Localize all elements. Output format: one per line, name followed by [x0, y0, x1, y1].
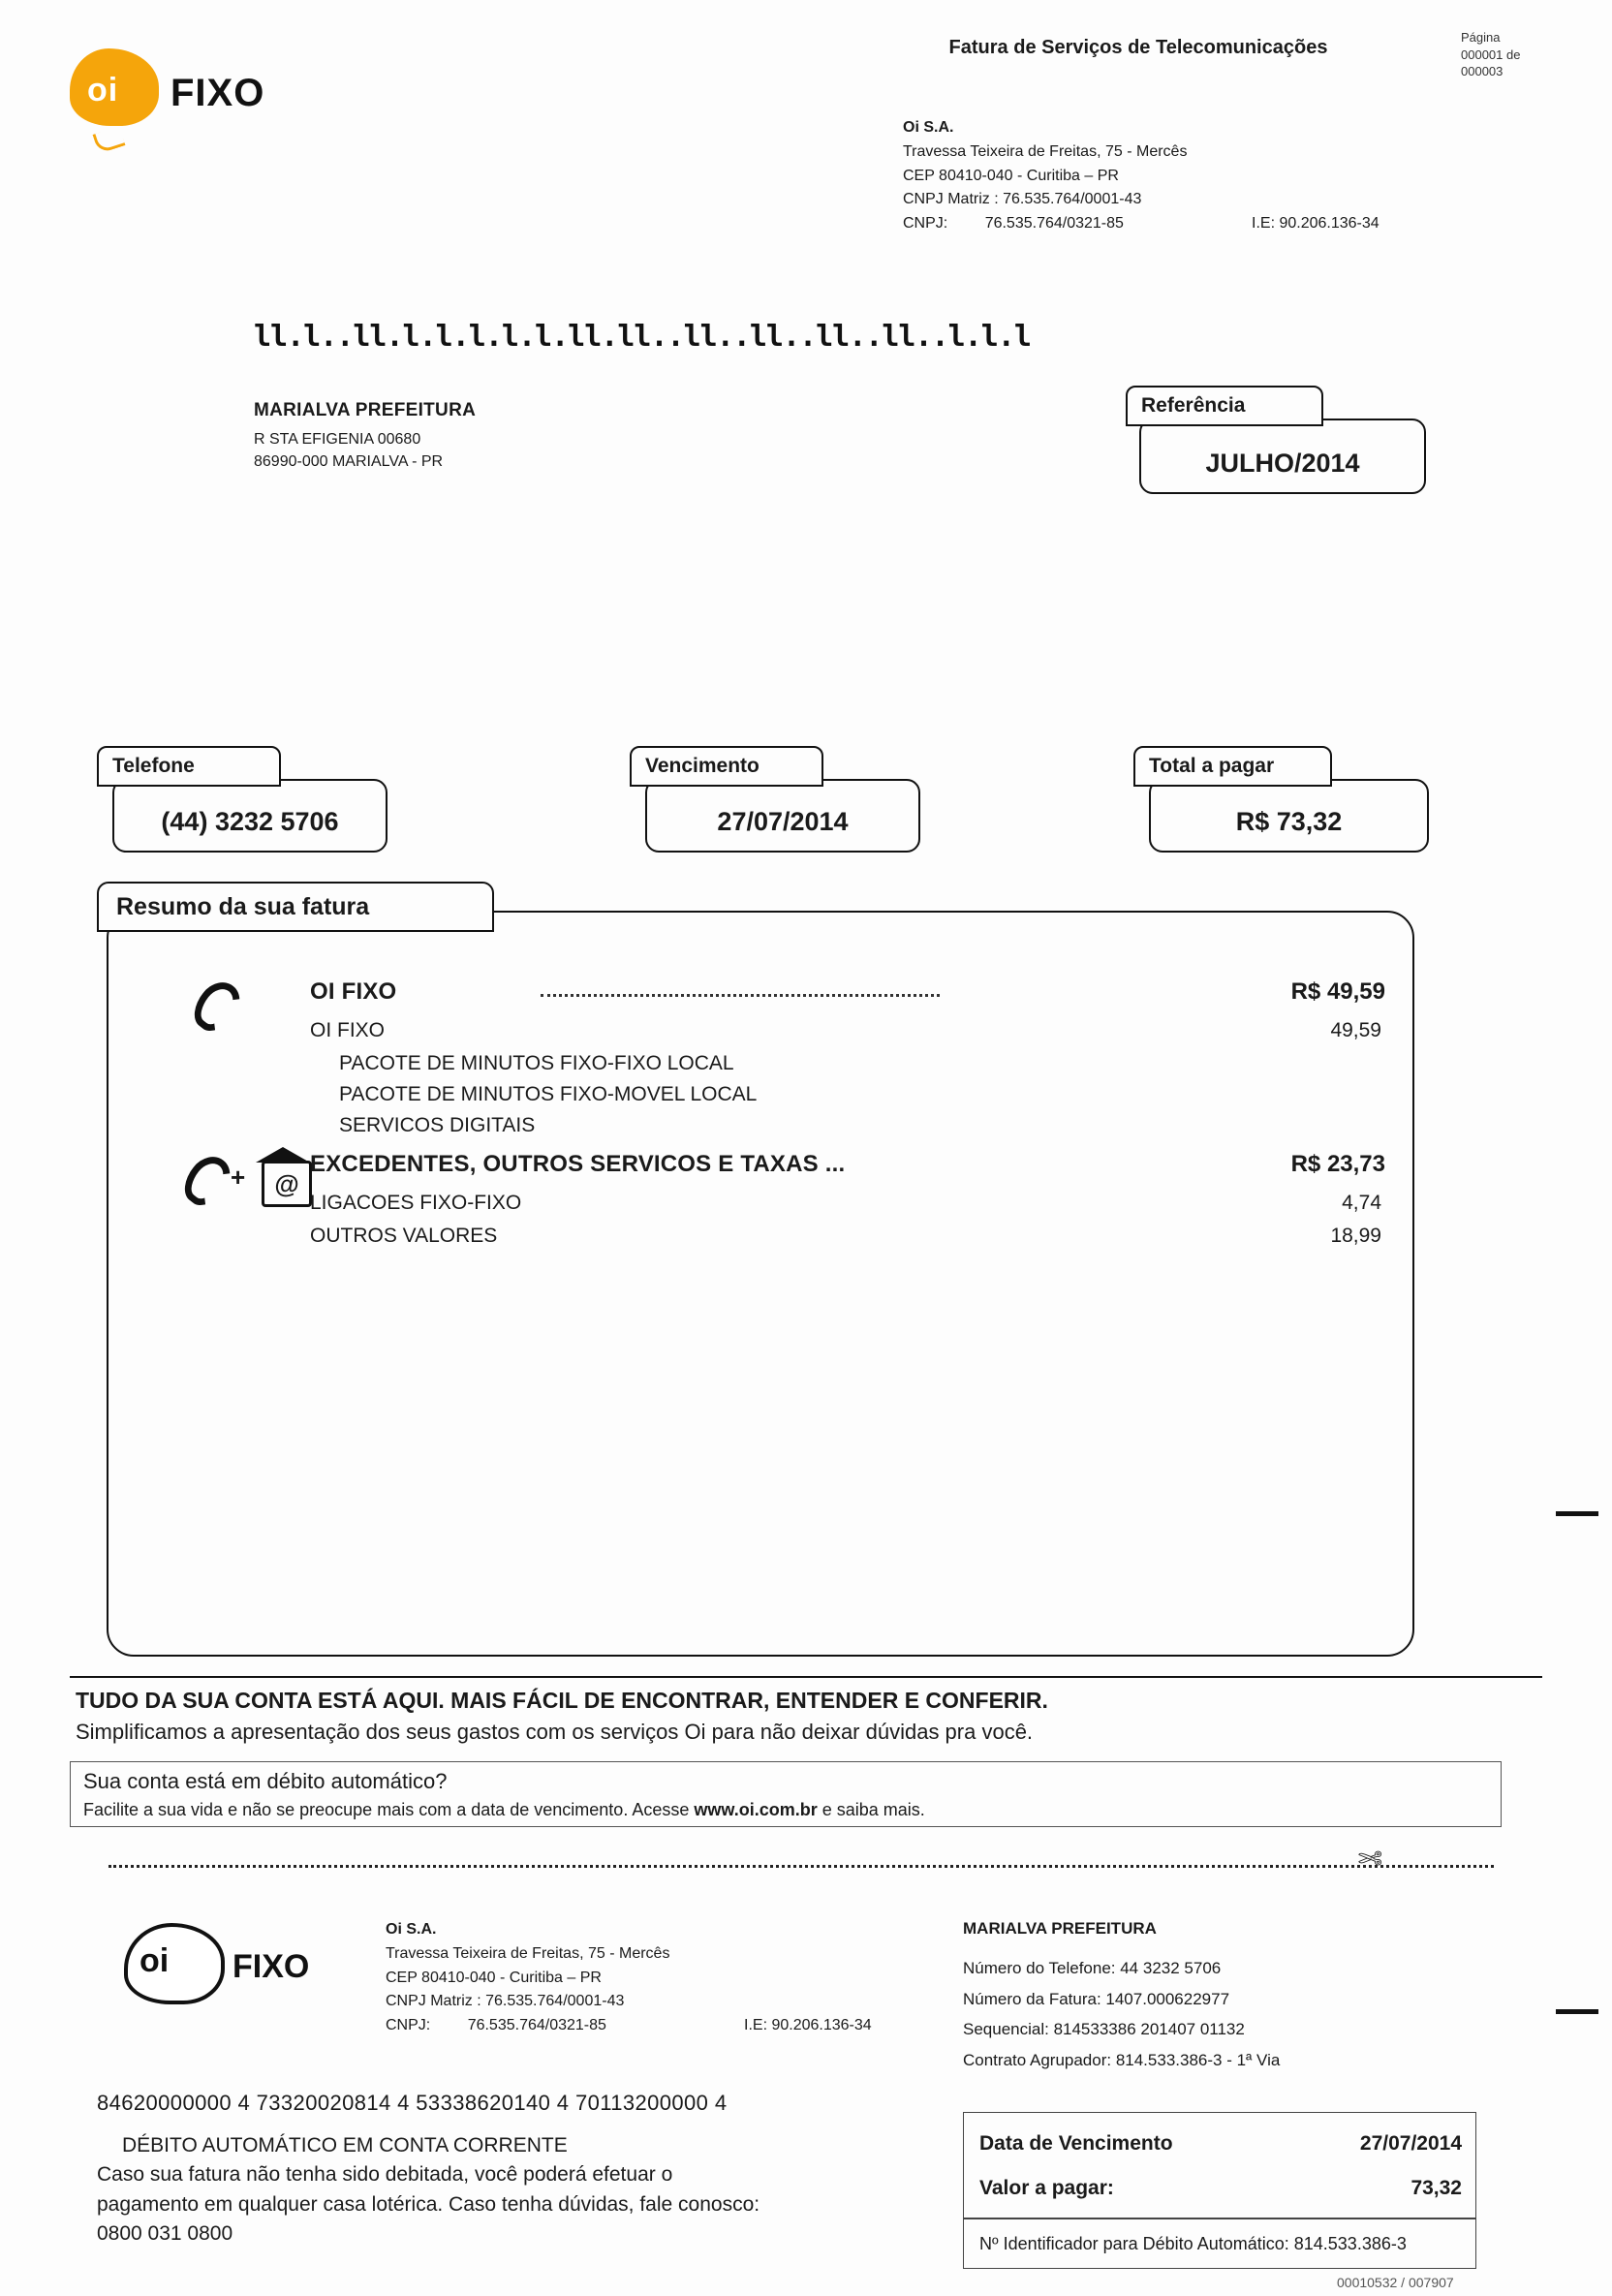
phone-handset-icon: [184, 978, 291, 1029]
stub-contract: Contrato Agrupador: 814.533.386-3 - 1ª Via: [963, 2050, 1281, 2069]
total-box: [1133, 746, 1429, 853]
company-cnpj-row: [903, 212, 1445, 236]
stub-note-body: Caso sua fatura não tenha sido debitada, você poderá efetuar o pagamento em qualquer casa lotérica. Caso tenha dúvidas, fale conosco: 0800 031 0800: [97, 2163, 760, 2246]
stub-amount-row: [979, 2177, 1462, 2200]
stub-company-info: [386, 1918, 928, 2038]
stub-product-name: FIXO: [232, 1948, 310, 1985]
duedate-label: Vencimento: [630, 746, 823, 787]
stub-duedate-label: Data de Vencimento: [979, 2132, 1173, 2155]
customer-address: R STA EFIGENIA 00680: [254, 430, 421, 448]
phone-value-box: [112, 779, 388, 853]
company-name: Oi S.A.: [903, 119, 954, 136]
stub-amount-value: 73,32: [1410, 2177, 1462, 2199]
reference-value: JULHO/2014: [1205, 448, 1360, 478]
company-cnpj-matriz: CNPJ Matriz : 76.535.764/0001-43: [903, 191, 1142, 208]
duedate-value: 27/07/2014: [717, 806, 849, 836]
debito-subtext: [83, 1800, 925, 1820]
debito-text-before: Facilite a sua vida e não se preocupe mais com a data de vencimento. Acesse: [83, 1800, 695, 1819]
stub-duedate-value: 27/07/2014: [1359, 2132, 1462, 2155]
group-line-label: PACOTE DE MINUTOS FIXO-MOVEL LOCAL: [339, 1083, 758, 1105]
phone-value: (44) 3232 5706: [161, 806, 339, 836]
company-info: [903, 116, 1445, 236]
group-title: EXCEDENTES, OUTROS SERVICOS E TAXAS ...: [310, 1151, 846, 1177]
group-line-label: LIGACOES FIXO-FIXO: [310, 1192, 522, 1214]
stub-phone-number: Número do Telefone: 44 3232 5706: [963, 1959, 1222, 1978]
footer-code: 00010532 / 007907: [1337, 2275, 1454, 2290]
promo-headline: TUDO DA SUA CONTA ESTÁ AQUI. MAIS FÁCIL DE ENCONTRAR, ENTENDER E CONFERIR.: [76, 1688, 1048, 1713]
group-title: OI FIXO: [310, 978, 397, 1005]
debito-question: Sua conta está em débito automático?: [83, 1769, 448, 1793]
company-ie: I.E: 90.206.136-34: [1252, 215, 1380, 233]
alignment-tick: [1556, 2009, 1598, 2014]
stub-sequence: Sequencial: 814533386 201407 01132: [963, 2020, 1245, 2039]
stub-company-ie: I.E: 90.206.136-34: [744, 2017, 872, 2034]
page-counter: [1461, 29, 1596, 80]
promo-subline: Simplificamos a apresentação dos seus gastos com os serviços Oi para não deixar dúvidas pra você.: [76, 1720, 1034, 1744]
company-city: CEP 80410-040 - Curitiba – PR: [903, 167, 1119, 184]
total-label: Total a pagar: [1133, 746, 1332, 787]
total-value-box: [1149, 779, 1429, 853]
stub-company-city: CEP 80410-040 - Curitiba – PR: [386, 1969, 602, 1986]
stub-invoice-number: Número da Fatura: 1407.000622977: [963, 1989, 1230, 2008]
group-line-label: OUTROS VALORES: [310, 1225, 498, 1247]
identifier-label: Nº Identificador para Débito Automático: 814.533.386-3: [979, 2233, 1407, 2253]
reference-label: Referência: [1126, 386, 1323, 426]
divider: [70, 1676, 1542, 1678]
postal-barcode-mark: ll.l..ll.l.l.l.l.l.ll.ll..ll..ll..ll..ll..l.l.l: [254, 320, 1031, 354]
summary-panel: [107, 911, 1414, 1657]
debito-website[interactable]: www.oi.com.br: [694, 1800, 818, 1819]
group-line-label: SERVICOS DIGITAIS: [339, 1114, 536, 1136]
phone-label: Telefone: [97, 746, 281, 787]
company-cnpj-value: 76.535.764/0321-85: [984, 215, 1124, 233]
oi-tail-icon: [92, 126, 125, 154]
stub-oi-logo: [124, 1923, 356, 2010]
group-line-value: 4,74: [1342, 1192, 1381, 1214]
company-cnpj-label: CNPJ:: [903, 215, 948, 233]
phone-plus-at-icon: + @: [184, 1151, 291, 1201]
stub-payment-note: [97, 2131, 775, 2249]
group-line-value: 49,59: [1330, 1019, 1381, 1041]
leader-dots: [541, 994, 940, 997]
group-line-label: OI FIXO: [310, 1019, 386, 1041]
duedate-box: [630, 746, 920, 853]
stub-company-cnpj-row: [386, 2014, 928, 2038]
page-current: 000001 de: [1461, 47, 1521, 62]
duedate-value-box: [645, 779, 920, 853]
stub-company-address: Travessa Teixeira de Freitas, 75 - Mercês: [386, 1944, 670, 1962]
stub-customer-info: [963, 1913, 1544, 2075]
phone-box: [97, 746, 388, 853]
identifier-box: [963, 2218, 1476, 2269]
alignment-tick: [1556, 1511, 1598, 1516]
oi-wordmark: oi: [87, 72, 119, 109]
stub-customer-name: MARIALVA PREFEITURA: [963, 1919, 1157, 1938]
group-line-label: PACOTE DE MINUTOS FIXO-FIXO LOCAL: [339, 1052, 734, 1074]
product-name: FIXO: [170, 72, 265, 114]
scissors-icon: ✄: [1358, 1844, 1383, 1876]
stub-amount-label: Valor a pagar:: [979, 2177, 1114, 2199]
total-value: R$ 73,32: [1235, 806, 1343, 836]
stub-company-name: Oi S.A.: [386, 1921, 437, 1938]
page-label: Página: [1461, 30, 1501, 45]
oi-wordmark: oi: [140, 1942, 170, 1979]
debito-text-after: e saiba mais.: [817, 1800, 925, 1819]
cut-line: [108, 1865, 1494, 1868]
stub-company-cnpj-matriz: CNPJ Matriz : 76.535.764/0001-43: [386, 1993, 625, 2010]
stub-company-cnpj-value: 76.535.764/0321-85: [467, 2017, 606, 2034]
group-line-value: 18,99: [1330, 1225, 1381, 1247]
reference-box: [1126, 386, 1426, 494]
group-amount: R$ 23,73: [1290, 1151, 1385, 1177]
customer-address-block: [254, 397, 758, 473]
payment-summary-box: [963, 2112, 1476, 2218]
oi-fixo-logo: [70, 48, 293, 145]
document-title: Fatura de Serviços de Telecomunicações: [948, 37, 1328, 58]
stub-duedate-row: [979, 2132, 1462, 2156]
page-total: 000003: [1461, 64, 1504, 79]
reference-value-box: [1139, 419, 1426, 494]
stub-note-title: DÉBITO AUTOMÁTICO EM CONTA CORRENTE: [122, 2134, 568, 2156]
barcode-digit-line: 84620000000 4 73320020814 4 53338620140 4 70113200000 4: [97, 2091, 728, 2115]
customer-name: MARIALVA PREFEITURA: [254, 400, 477, 420]
customer-city: 86990-000 MARIALVA - PR: [254, 452, 444, 470]
group-amount: R$ 49,59: [1290, 978, 1385, 1005]
stub-company-cnpj-label: CNPJ:: [386, 2017, 431, 2034]
summary-title: Resumo da sua fatura: [97, 882, 494, 932]
company-address: Travessa Teixeira de Freitas, 75 - Mercês: [903, 142, 1188, 160]
